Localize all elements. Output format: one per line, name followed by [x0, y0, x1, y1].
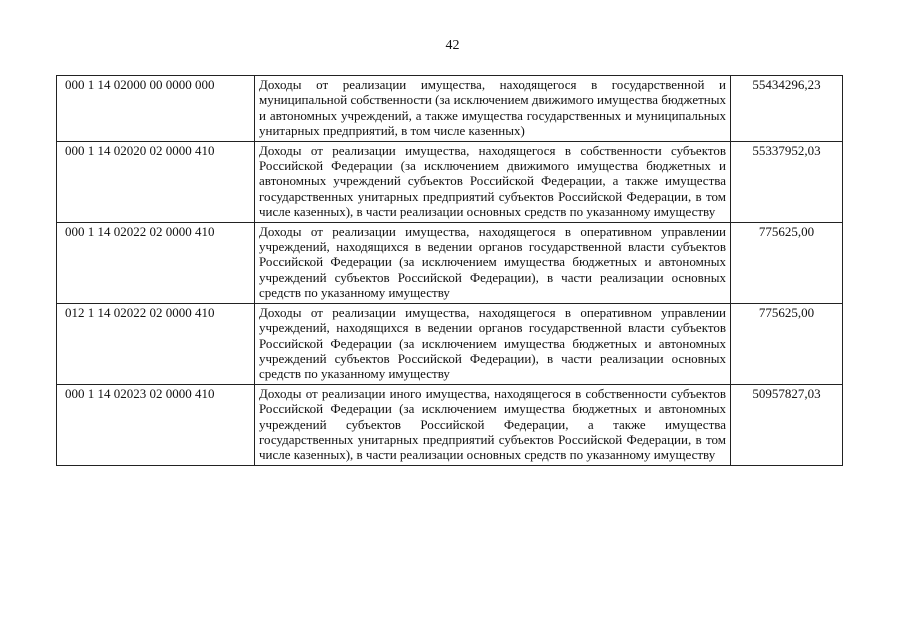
amount-cell: 55337952,03: [731, 141, 843, 222]
budget-code-cell: 000 1 14 02022 02 0000 410: [57, 222, 255, 303]
budget-code-cell: 000 1 14 02020 02 0000 410: [57, 141, 255, 222]
page-number: 42: [445, 38, 460, 53]
table-row: [57, 141, 843, 222]
amount-cell: 55434296,23: [731, 76, 843, 142]
revenue-table: [56, 75, 843, 466]
amount-cell: 775625,00: [731, 222, 843, 303]
budget-code-cell: 000 1 14 02023 02 0000 410: [57, 384, 255, 465]
description-cell: Доходы от реализации имущества, находящегося в оперативном управлении учреждений, находящихся в ведении органов государственной власти субъектов Российской Федерации (за исключением имущества бюджетных и автономных учреждений субъектов Российской Федерации), в части реализации основных средств по указанному имуществу: [255, 303, 731, 384]
budget-code-cell: 000 1 14 02000 00 0000 000: [57, 76, 255, 142]
table-row: [57, 303, 843, 384]
table-row: [57, 76, 843, 142]
description-cell: Доходы от реализации иного имущества, находящегося в собственности субъектов Российской Федерации (за исключением имущества бюджетных и автономных учреждений субъектов Российской Федерации, а также имущества государственных унитарных предприятий субъектов Российской Федерации, в том числе казенных), в части реализации основных средств по указанному имуществу: [255, 384, 731, 465]
budget-code-cell: 012 1 14 02022 02 0000 410: [57, 303, 255, 384]
description-cell: Доходы от реализации имущества, находящегося в собственности субъектов Российской Федерации (за исключением движимого имущества бюджетных и автономных учреждений субъектов Российской Федерации, а также имущества государственных унитарных предприятий субъектов Российской Федерации, в том числе казенных), в части реализации основных средств по указанному имуществу: [255, 141, 731, 222]
description-cell: Доходы от реализации имущества, находящегося в государственной и муниципальной собственности (за исключением движимого имущества бюджетных и автономных учреждений, а также имущества государственных и муниципальных унитарных предприятий, в том числе казенных): [255, 76, 731, 142]
table-row: [57, 384, 843, 465]
description-cell: Доходы от реализации имущества, находящегося в оперативном управлении учреждений, находящихся в ведении органов государственной власти субъектов Российской Федерации (за исключением имущества бюджетных и автономных учреждений субъектов Российской Федерации), в части реализации основных средств по указанному имуществу: [255, 222, 731, 303]
amount-cell: 775625,00: [731, 303, 843, 384]
amount-cell: 50957827,03: [731, 384, 843, 465]
table-row: [57, 222, 843, 303]
